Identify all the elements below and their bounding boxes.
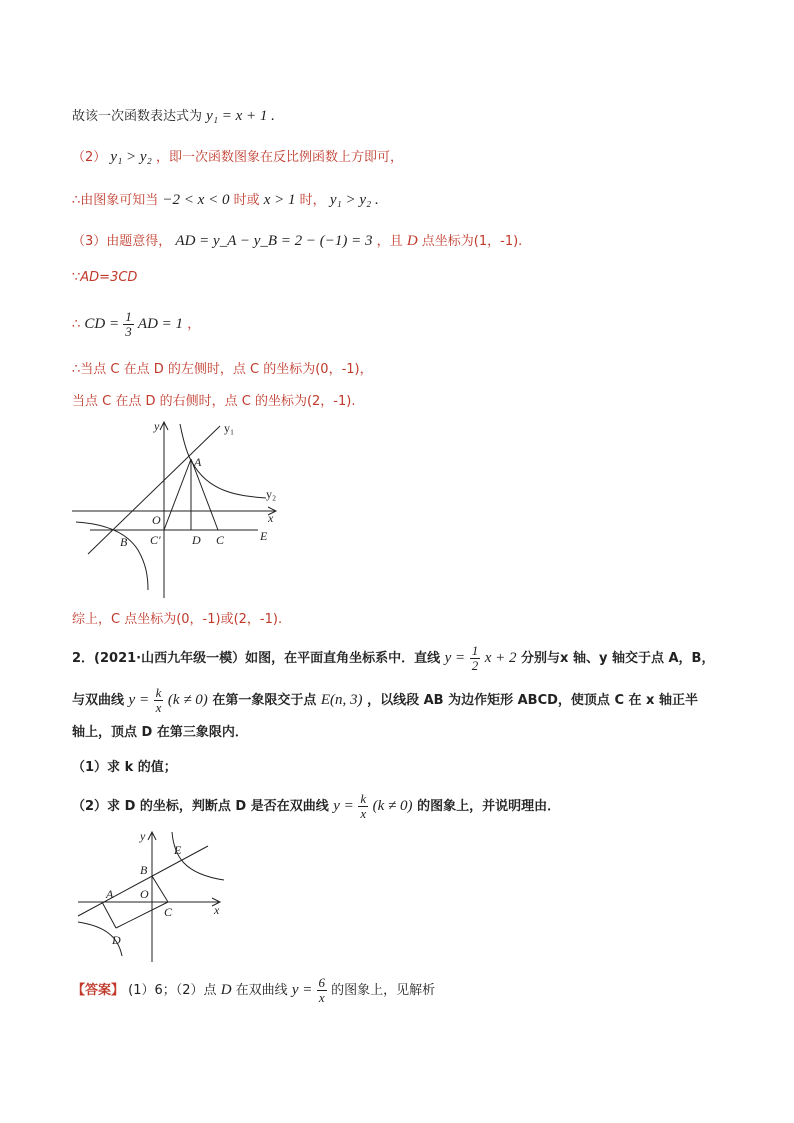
formula: AD = 1 xyxy=(137,316,184,332)
text: 综上，C 点坐标为(0，-1)或(2，-1). xyxy=(72,612,283,627)
problem-line-1 xyxy=(72,636,714,680)
formula: x > 1 xyxy=(263,192,296,208)
solution-line-2 xyxy=(72,147,403,168)
line-AB xyxy=(78,846,208,916)
text: （2） xyxy=(72,150,107,165)
side-DA xyxy=(102,902,116,928)
fraction-k-over-x xyxy=(358,792,368,821)
formula: y = xyxy=(291,982,313,998)
text: 点坐标为(1，-1). xyxy=(421,234,523,249)
point-label: D xyxy=(220,982,232,998)
denominator: 3 xyxy=(125,324,132,339)
label-D: D xyxy=(112,933,121,947)
formula: (k ≠ 0) xyxy=(372,798,413,814)
formula: y = xyxy=(128,692,150,708)
label-E: E xyxy=(260,529,268,543)
text: （1）求 k 的值； xyxy=(72,760,177,775)
side-BC xyxy=(152,876,168,902)
text: ∴当点 C 在点 D 的左侧时，点 C 的坐标为(0，-1)， xyxy=(72,362,373,377)
text: ， xyxy=(187,317,201,332)
text: ∵AD=3CD xyxy=(72,270,138,285)
text: （2）求 D 的坐标，判断点 D 是否在双曲线 xyxy=(72,799,329,814)
label-B: B xyxy=(140,863,148,877)
label-C: C xyxy=(216,533,225,547)
formula: −2 < x < 0 xyxy=(162,192,230,208)
hyperbola-branch-1 xyxy=(180,424,266,498)
segment-A-Cprime xyxy=(164,459,191,530)
label-y2: y₂ xyxy=(266,487,277,501)
formula: (k ≠ 0) xyxy=(167,692,208,708)
formula: y₁ > y₂ . xyxy=(329,192,379,208)
text: 当点 C 在点 D 的右侧时，点 C 的坐标为(2，-1). xyxy=(72,394,356,409)
text: 在双曲线 xyxy=(235,983,288,998)
solution-line-6 xyxy=(72,302,200,346)
label-O: O xyxy=(140,887,149,901)
fraction-k-over-x xyxy=(154,686,164,715)
numerator: 6 xyxy=(318,975,325,990)
point-label: D xyxy=(406,233,418,249)
text: 在第一象限交于点 xyxy=(212,693,317,708)
text: (1）6；（2）点 xyxy=(128,983,217,998)
formula: y = xyxy=(333,798,354,814)
segment-A-C xyxy=(191,459,218,530)
label-D: D xyxy=(192,533,201,547)
solution-line-3 xyxy=(72,190,379,211)
text: ，以线段 AB 为边作矩形 ABCD，使顶点 C 在 x 轴正半 xyxy=(367,693,698,708)
label-A: A xyxy=(194,455,202,469)
denominator: x xyxy=(155,700,162,715)
text: 时， xyxy=(299,193,326,208)
numerator: k xyxy=(155,685,162,700)
fraction-one-third xyxy=(123,310,134,339)
side-CD xyxy=(116,902,168,928)
question-1 xyxy=(72,758,177,778)
formula: y₁ > y₂ xyxy=(110,149,152,165)
numerator: k xyxy=(360,791,367,806)
solution-line-9 xyxy=(72,610,282,630)
text: 时或 xyxy=(233,193,260,208)
text: 的图象上，并说明理由． xyxy=(417,799,561,814)
label-y1: y₁ xyxy=(224,421,235,435)
problem-line-3 xyxy=(72,723,248,743)
solution-line-4 xyxy=(72,231,522,252)
solution-line-7 xyxy=(72,360,373,380)
problem-line-2 xyxy=(72,678,698,722)
label-E: E xyxy=(174,843,182,857)
label-O: O xyxy=(152,513,161,527)
text: ，且 xyxy=(376,234,403,249)
label-A: A xyxy=(106,887,114,901)
formula: E(n, 3) xyxy=(320,692,363,708)
fraction-one-half xyxy=(470,644,481,673)
label-x: x xyxy=(268,511,274,525)
formula: x + 2 xyxy=(484,650,517,666)
text: 分别与x 轴、y 轴交于点 A，B， xyxy=(521,651,715,666)
label-x: x xyxy=(214,903,220,917)
label-y: y xyxy=(140,829,146,843)
label-B: B xyxy=(120,535,128,549)
denominator: 2 xyxy=(471,658,479,673)
solution-line-1 xyxy=(72,106,275,127)
text: 2．(2021·山西九年级一模）如图，在平面直角坐标系中．直线 xyxy=(72,651,441,666)
fraction-6-over-x xyxy=(317,976,328,1005)
label-y: y xyxy=(154,419,160,433)
denominator: x xyxy=(318,990,325,1005)
formula: y₁ = x + 1 . xyxy=(206,108,275,124)
text: 轴上，顶点 D 在第三象限内． xyxy=(72,725,248,740)
figure-1-graph xyxy=(68,414,288,604)
answer-line xyxy=(72,968,435,1012)
label-C: C xyxy=(164,905,173,919)
question-2 xyxy=(72,784,560,828)
formula: CD = xyxy=(84,316,120,332)
figure-2-graph xyxy=(74,826,234,966)
hyperbola-branch-2 xyxy=(76,522,148,590)
solution-line-5 xyxy=(72,268,137,288)
text: ∴由图象可知当 xyxy=(72,193,159,208)
text: ，即一次函数图象在反比例函数上方即可， xyxy=(155,150,403,165)
numerator: 1 xyxy=(471,643,479,658)
formula: AD = y_A − y_B = 2 − (−1) = 3 xyxy=(175,233,373,249)
denominator: x xyxy=(360,806,367,821)
solution-line-8 xyxy=(72,392,355,412)
text: 的图象上，见解析 xyxy=(331,983,436,998)
text: 与双曲线 xyxy=(72,693,125,708)
formula: y = xyxy=(444,650,466,666)
text: （3）由题意得， xyxy=(72,234,172,249)
numerator: 1 xyxy=(125,309,132,324)
label-Cprime: C′ xyxy=(150,533,161,547)
answer-tag: 【答案】 xyxy=(72,983,125,998)
text: 故该一次函数表达式为 xyxy=(72,109,203,124)
text: ∴ xyxy=(72,317,81,332)
